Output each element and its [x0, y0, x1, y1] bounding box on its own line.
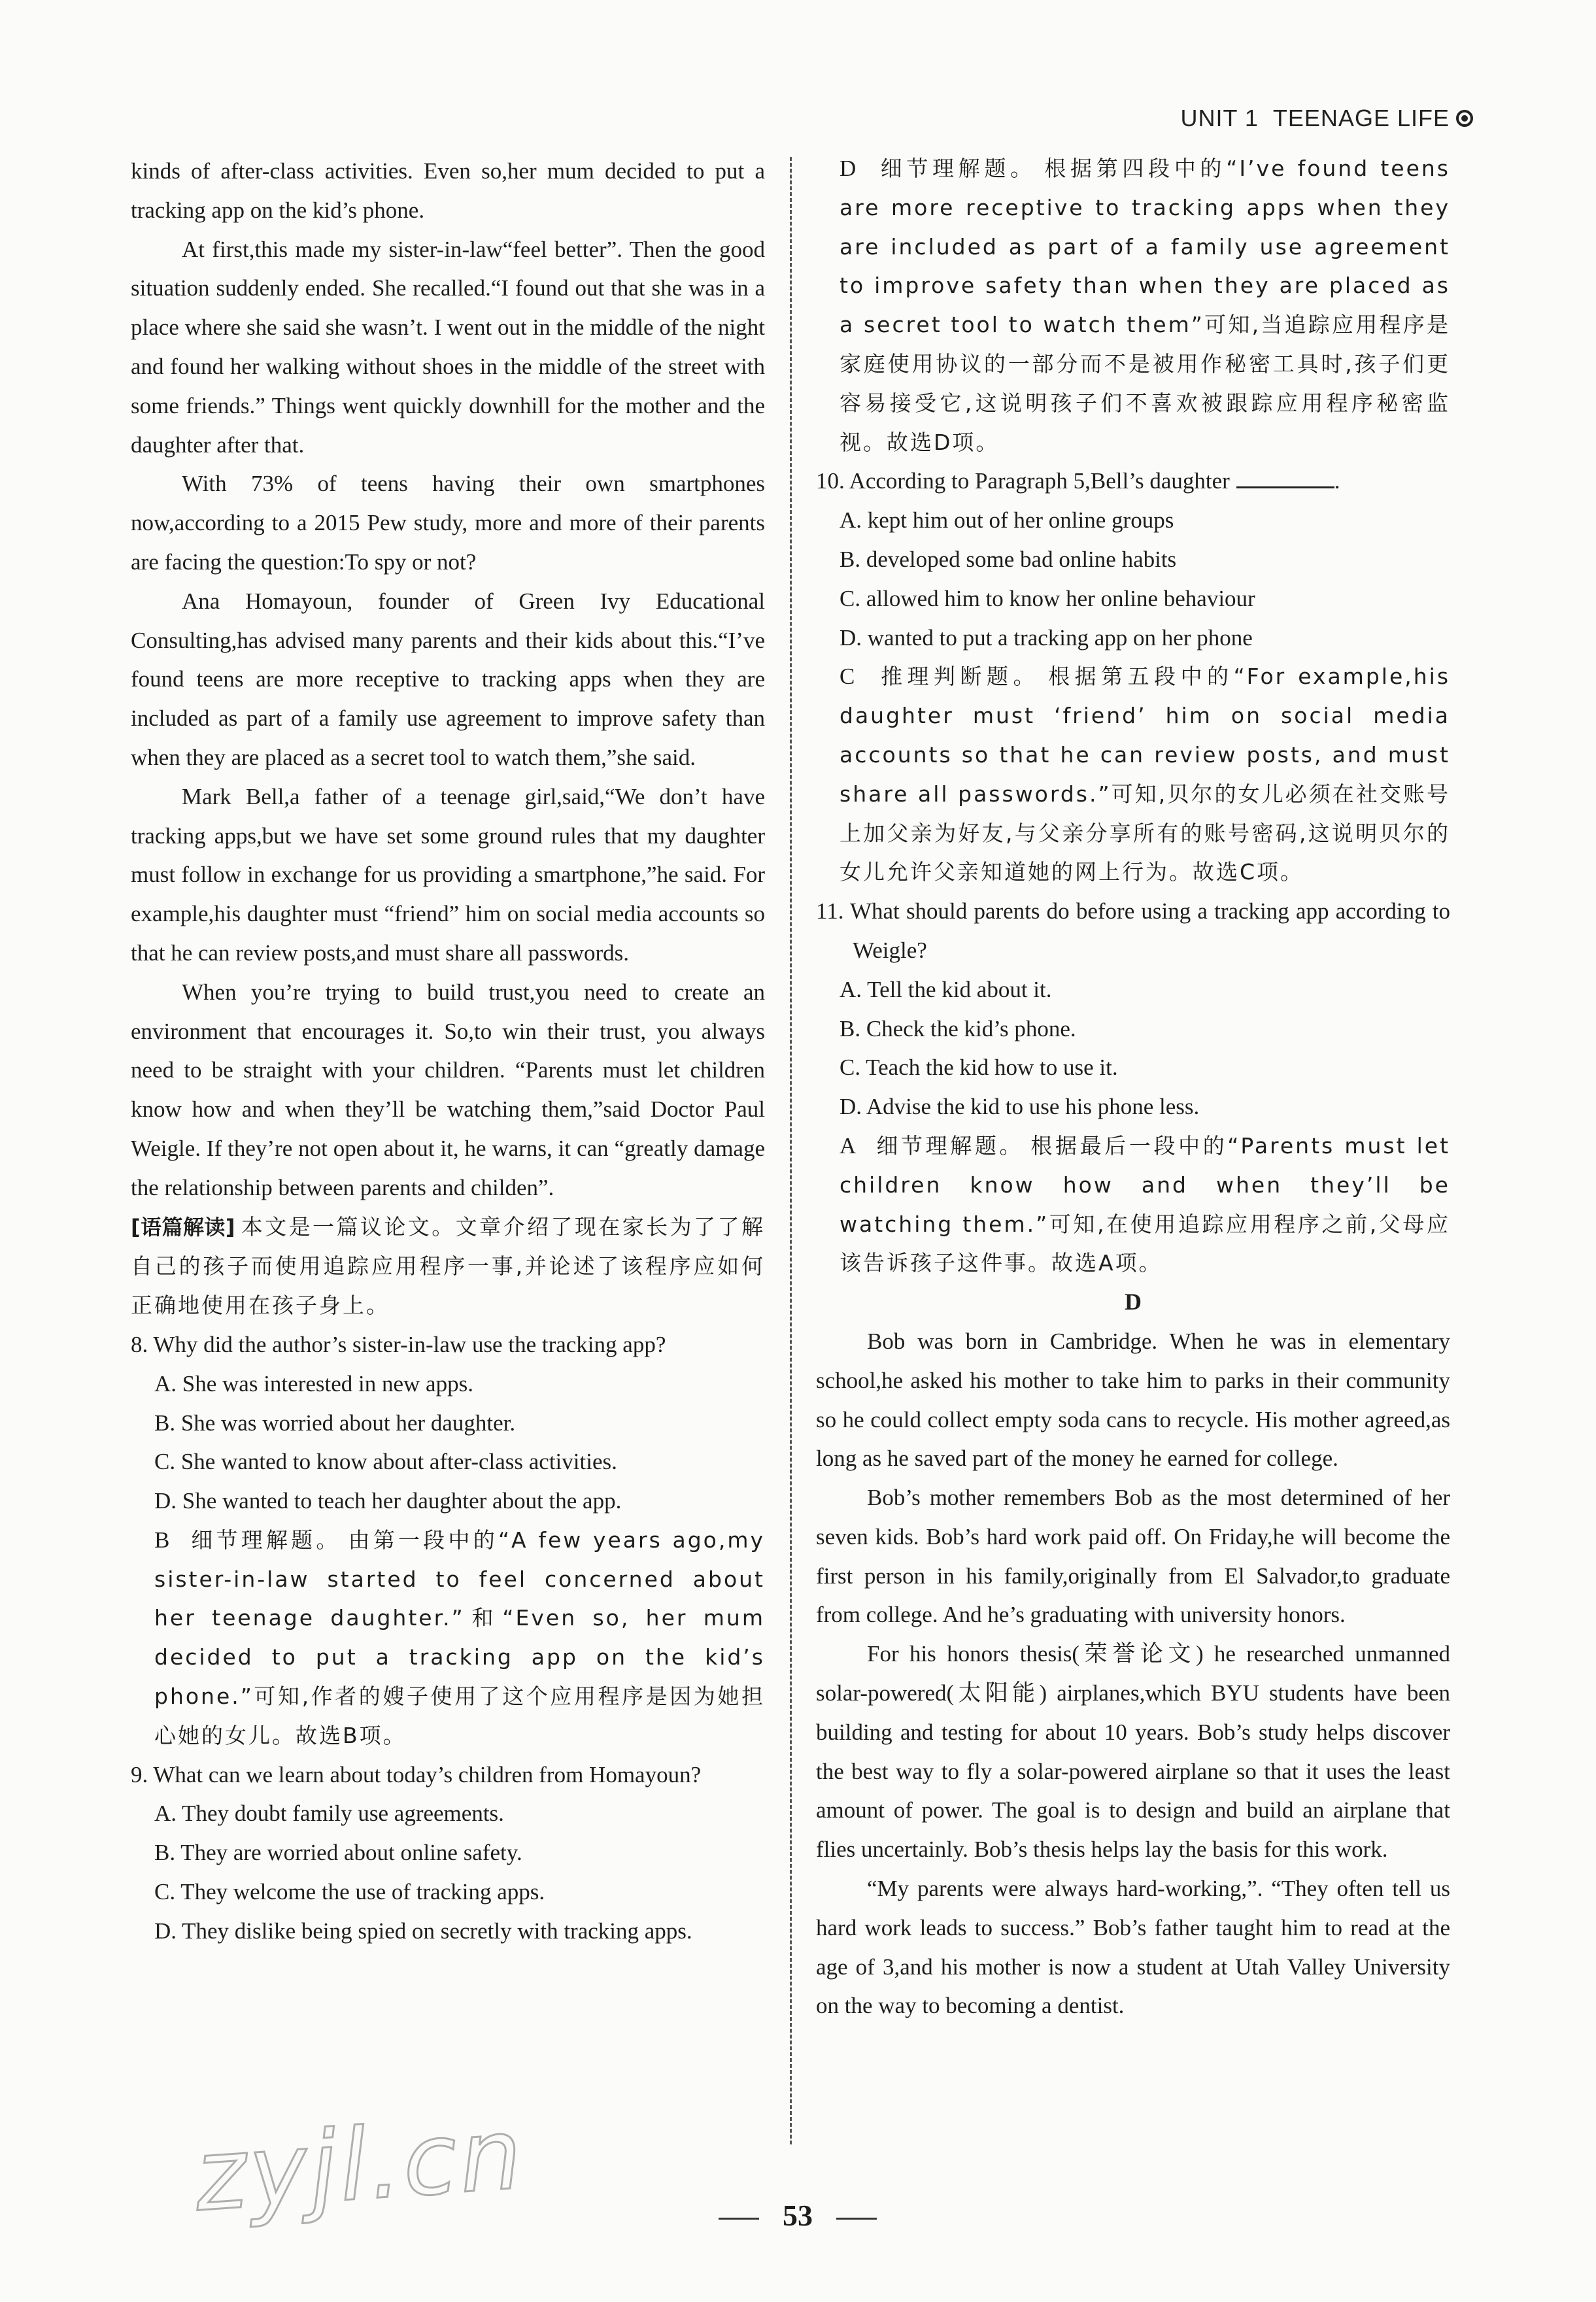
answer-explanation [816, 657, 1450, 892]
option: A. kept him out of her online groups [840, 507, 1174, 533]
paragraph: At first,this made my sister-in-law“feel better”. Then the good situation suddenly ended. She recalled.“I found out that she was in a place where she said she wasn’t. I went out in the middle of the night and found her walking without shoes in the middle of the street with some friends.” Things went quickly downhill for the mother and the daughter after that. [131, 236, 765, 458]
answer-explanation [131, 1521, 765, 1755]
answer-letter: D [840, 156, 857, 181]
passage-title: D [1125, 1289, 1142, 1315]
answer-text: 由第一段中的“A few years ago,my sister-in-law started to feel concerned about her teenage daughter.”和“Even so, her mum decided to put a tracking app on the kid’s phone.”可知,作者的嫂子使用了这个应用程序是因为她担心她的女儿。故选B项。 [154, 1527, 766, 1748]
option: C. Teach the kid how to use it. [840, 1055, 1118, 1081]
paragraph: For his honors thesis(荣誉论文) he researched unmanned solar-powered(太阳能) airplanes,which BYU students have been building and testing for about 10 years. Bob’s study helps discover the best way to fly a solar-powered airplane so that it uses the least amount of power. The goal is to design and build an airplane that flies uncertainly. Bob’s thesis helps lay the basis for this work. [816, 1641, 1450, 1863]
option: C. allowed him to know her online behaviour [840, 585, 1255, 611]
question-stem: 9. What can we learn about today’s children from Homayoun? [131, 1761, 702, 1787]
answer-type: 细节理解题。 [876, 1132, 1025, 1159]
option: C. She wanted to know about after-class activities. [154, 1449, 617, 1475]
question-stem [816, 462, 1450, 501]
column-divider [790, 157, 792, 2144]
question-stem-text: 10. According to Paragraph 5,Bell’s daughter [816, 468, 1230, 494]
right-column [816, 149, 1450, 2025]
option: C. They welcome the use of tracking apps. [154, 1879, 545, 1905]
paragraph: kinds of after-class activities. Even so,her mum decided to put a tracking app on the kid’s phone. [131, 158, 765, 223]
answer-letter: B [154, 1527, 170, 1553]
answer-letter: A [840, 1132, 857, 1159]
left-column [131, 152, 765, 1951]
paragraph: When you’re trying to build trust,you need to create an environment that encourages it. So,to win their trust, you always need to be straight with your children. “Parents must let children know how and when they’ll be watching them,”said Doctor Paul Weigle. If they’re not open about it, he warns, it can “greatly damage the relationship between parents and childen”. [131, 979, 765, 1200]
analysis-text: 本文是一篇议论文。文章介绍了现在家长为了了解自己的孩子而使用追踪应用程序一事,并论述了该程序应如何正确地使用在孩子身上。 [131, 1213, 766, 1319]
option: D. Advise the kid to use his phone less. [840, 1094, 1200, 1120]
watermark: zyjl.cn [191, 2097, 528, 2234]
answer-blank [1236, 467, 1334, 488]
page-header [1181, 105, 1473, 132]
option: B. They are worried about online safety. [154, 1840, 522, 1866]
unit-title: TEENAGE LIFE [1272, 105, 1450, 131]
option: B. developed some bad online habits [840, 546, 1177, 572]
paragraph: With 73% of teens having their own smartphones now,according to a 2015 Pew study, more and more of their parents are facing the question:To spy or not? [131, 471, 765, 575]
stem-end: . [1334, 468, 1340, 494]
answer-text: 根据最后一段中的“Parents must let children know how and when they’ll be watching them.”可知,在使用追踪应用程序之前,父母应该告诉孩子这件事。故选A项。 [840, 1132, 1451, 1276]
answer-text: 根据第五段中的“For example,his daughter must ‘friend’ him on social media accounts so that he can review posts, and must share all passwords.”可知,贝尔的女儿必须在社交账号上加父亲为好友,与父亲分享所有的账号密码,这说明贝尔的女儿允许父亲知道她的网上行为。故选C项。 [840, 664, 1451, 885]
passage-analysis [131, 1208, 765, 1325]
option: A. They doubt family use agreements. [154, 1801, 504, 1827]
question-stem: 11. What should parents do before using a tracking app according to Weigle? [816, 898, 1450, 963]
page-number: 53 [693, 2198, 902, 2233]
option: A. Tell the kid about it. [840, 976, 1052, 1002]
option: D. They dislike being spied on secretly with tracking apps. [154, 1918, 692, 1944]
answer-explanation [816, 1126, 1450, 1283]
analysis-label: [语篇解读] [131, 1214, 235, 1240]
option: D. She wanted to teach her daughter about the app. [154, 1488, 622, 1514]
answer-letter: C [840, 664, 855, 690]
paragraph: Mark Bell,a father of a teenage girl,said,“We don’t have tracking apps,but we have set some ground rules that my daughter must follow in exchange for us providing a smartphone,”he said. For example,his daughter must “friend” him on social media accounts so that he can review posts,and must share all passwords. [131, 783, 765, 966]
answer-type: 细节理解题。 [191, 1527, 341, 1553]
paragraph: “My parents were always hard-working,”. “They often tell us hard work leads to success.” Bob’s father taught him to read at the age of 3,and his mother is now a student at Utah Valley University on the way to becoming a dentist. [816, 1876, 1450, 2019]
option: A. She was interested in new apps. [154, 1370, 473, 1396]
answer-type: 细节理解题。 [880, 156, 1036, 181]
unit-label: UNIT 1 [1180, 105, 1259, 131]
paragraph: Bob was born in Cambridge. When he was in elementary school,he asked his mother to take him to parks in their community so he could collect empty soda cans to recycle. His mother agreed,as long as he saved part of the money he earned for college. [816, 1328, 1450, 1472]
paragraph: Ana Homayoun, founder of Green Ivy Educational Consulting,has advised many parents and their kids about this.“I’ve found teens are more receptive to tracking apps when they are included as part of a family use agreement to improve safety than when they are placed as a secret tool to watch them,”she said. [131, 588, 765, 770]
answer-text: 根据第四段中的“I’ve found teens are more receptive to tracking apps when they are included as part of a family use agreement to improve safety than when they are placed as a secret tool to watch them”可知,当追踪应用程序是家庭使用协议的一部分而不是被用作秘密工具时,孩子们更容易接受它,这说明孩子们不喜欢被跟踪应用程序秘密监视。故选D项。 [840, 156, 1451, 455]
answer-explanation [816, 149, 1450, 462]
paragraph: Bob’s mother remembers Bob as the most determined of her seven kids. Bob’s hard work paid off. On Friday,he will become the first person in his family,originally from El Salvador,to graduate from college. And he’s graduating with university honors. [816, 1485, 1450, 1628]
bullet-icon [1456, 110, 1473, 127]
option: B. She was worried about her daughter. [154, 1410, 516, 1436]
question-stem: 8. Why did the author’s sister-in-law use the tracking app? [131, 1331, 666, 1357]
answer-type: 推理判断题。 [881, 664, 1040, 690]
option: D. wanted to put a tracking app on her phone [840, 624, 1253, 651]
option: B. Check the kid’s phone. [840, 1015, 1076, 1041]
